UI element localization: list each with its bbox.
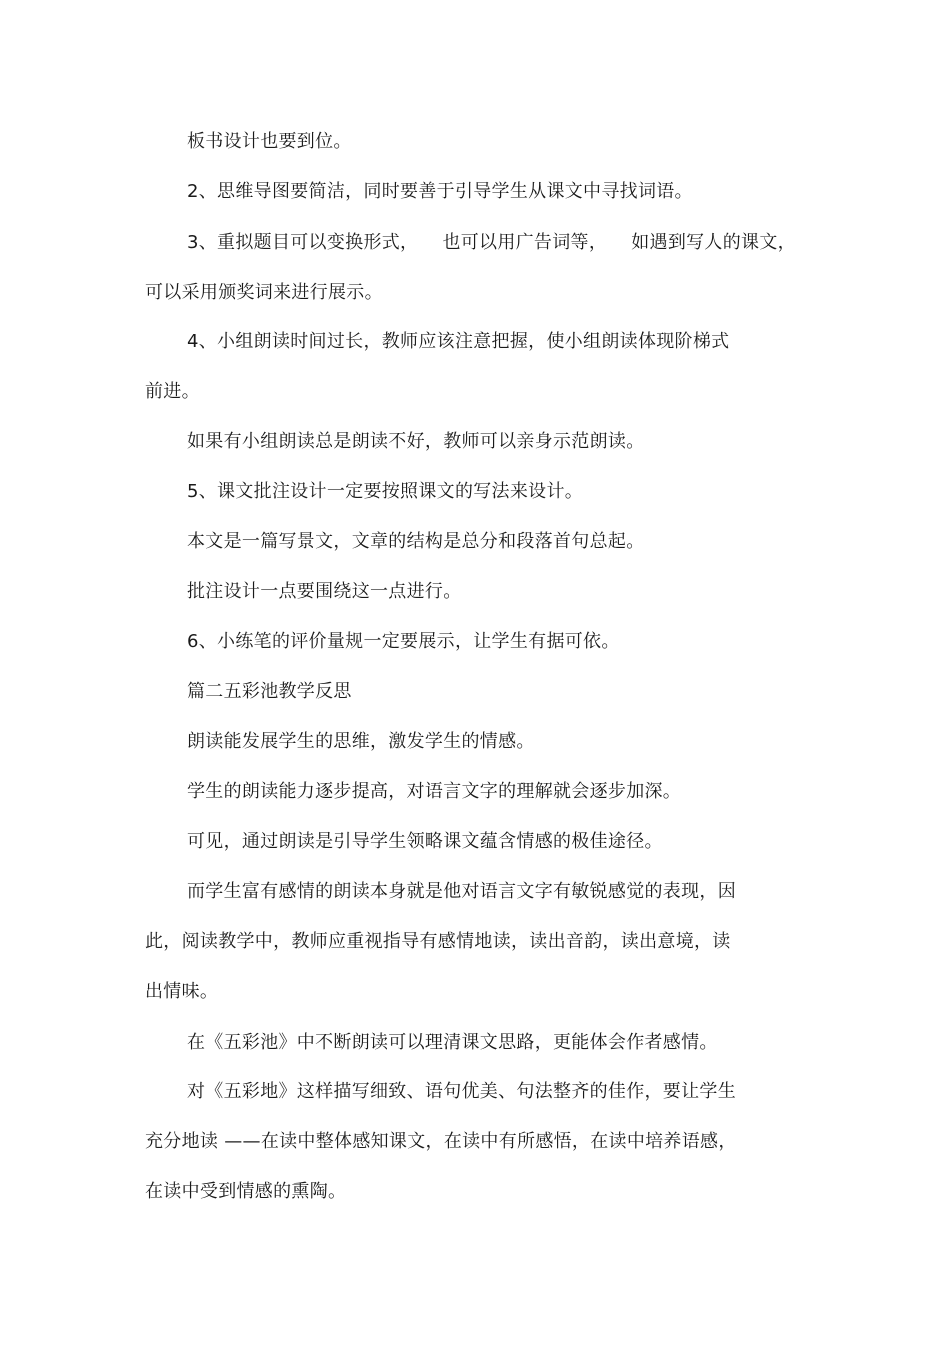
text-line: 6、小练笔的评价量规一定要展示，让学生有据可依。 (187, 631, 620, 652)
text-line: 朗读能发展学生的思维，激发学生的情感。 (187, 731, 535, 752)
text-line: 在读中受到情感的熏陶。 (145, 1181, 347, 1202)
text-line: 批注设计一点要围绕这一点进行。 (187, 581, 462, 602)
text-line: 前进。 (145, 381, 200, 402)
text-line: 充分地读 ——在读中整体感知课文，在读中有所感悟，在读中培养语感， (145, 1131, 737, 1152)
text-line: 可见，通过朗读是引导学生领略课文蕴含情感的极佳途径。 (187, 831, 663, 852)
text-line: 5、课文批注设计一定要按照课文的写法来设计。 (187, 481, 584, 502)
text-line: 如果有小组朗读总是朗读不好，教师可以亲身示范朗读。 (187, 431, 645, 452)
text-line: 出情味。 (145, 981, 219, 1002)
text-line: 此，阅读教学中，教师应重视指导有感情地读，读出音韵，读出意境，读 (145, 931, 731, 952)
section-heading: 篇二五彩池教学反思 (187, 681, 352, 702)
text-line: 3、重拟题目可以变换形式， 也可以用广告词等， 如遇到写人的课文， (187, 232, 796, 253)
text-line: 本文是一篇写景文，文章的结构是总分和段落首句总起。 (187, 531, 645, 552)
text-line: 对《五彩地》这样描写细致、语句优美、句法整齐的佳作，要让学生 (187, 1081, 736, 1102)
text-line: 可以采用颁奖词来进行展示。 (145, 282, 383, 303)
text-line: 学生的朗读能力逐步提高，对语言文字的理解就会逐步加深。 (187, 781, 682, 802)
text-line: 4、小组朗读时间过长，教师应该注意把握，使小组朗读体现阶梯式 (187, 331, 730, 352)
text-line: 而学生富有感情的朗读本身就是他对语言文字有敏锐感觉的表现，因 (187, 881, 736, 902)
text-line: 在《五彩池》中不断朗读可以理清课文思路，更能体会作者感情。 (187, 1032, 718, 1053)
text-line: 2、思维导图要简洁，同时要善于引导学生从课文中寻找词语。 (187, 181, 693, 202)
text-line: 板书设计也要到位。 (187, 131, 352, 152)
